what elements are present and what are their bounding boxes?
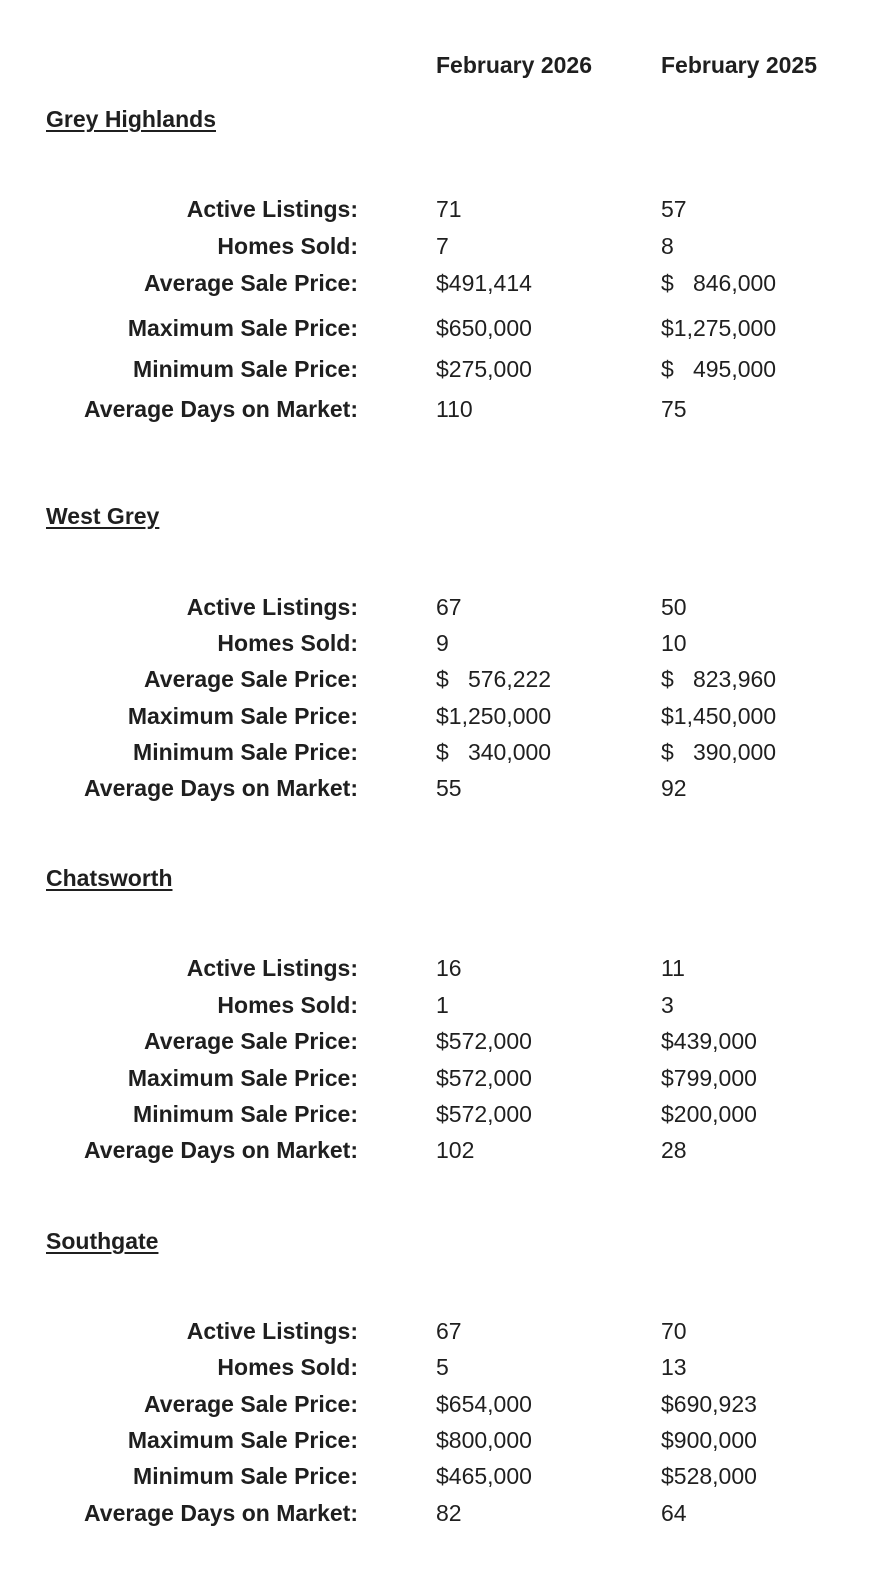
value-current: 16	[436, 955, 462, 981]
table-row	[0, 1318, 876, 1348]
table-row	[0, 196, 876, 226]
row-label: Average Sale Price:	[144, 1028, 358, 1054]
table-row	[0, 270, 876, 300]
value-previous: $ 495,000	[661, 356, 777, 382]
value-current: $572,000	[436, 1028, 532, 1054]
table-row	[0, 1463, 876, 1493]
table-row	[0, 356, 876, 386]
row-label: Minimum Sale Price:	[133, 356, 358, 382]
table-row	[0, 775, 876, 805]
value-previous: $ 846,000	[661, 270, 777, 296]
row-label: Maximum Sale Price:	[127, 1065, 358, 1091]
value-current: $654,000	[436, 1391, 532, 1417]
value-previous: $900,000	[661, 1427, 757, 1453]
row-label: Homes Sold:	[217, 233, 358, 259]
value-previous: $ 390,000	[661, 739, 777, 765]
column-header-current: February 2026	[436, 52, 592, 78]
table-row	[0, 703, 876, 733]
value-previous: 28	[661, 1137, 687, 1163]
table-row	[0, 594, 876, 624]
value-current: 9	[436, 630, 449, 656]
row-label: Minimum Sale Price:	[133, 1463, 358, 1489]
row-label: Average Days on Market:	[84, 1137, 358, 1163]
value-current: 71	[436, 196, 462, 222]
table-row	[0, 1137, 876, 1167]
table-row	[0, 1427, 876, 1457]
table-row	[0, 666, 876, 696]
value-previous: $1,275,000	[661, 315, 777, 341]
table-row	[0, 315, 876, 345]
table-row	[0, 739, 876, 769]
row-label: Homes Sold:	[217, 992, 358, 1018]
value-previous: $200,000	[661, 1101, 757, 1127]
row-label: Maximum Sale Price:	[127, 1427, 358, 1453]
value-current: $465,000	[436, 1463, 532, 1489]
row-label: Active Listings:	[186, 955, 358, 981]
value-current: 55	[436, 775, 462, 801]
section-title-west-grey: West Grey	[46, 503, 160, 529]
value-current: 1	[436, 992, 449, 1018]
value-current: 82	[436, 1500, 462, 1526]
table-row	[0, 992, 876, 1022]
table-row	[0, 233, 876, 263]
value-current: 102	[436, 1137, 475, 1163]
value-current: $572,000	[436, 1101, 532, 1127]
value-previous: 70	[661, 1318, 687, 1344]
value-previous: 92	[661, 775, 687, 801]
row-label: Minimum Sale Price:	[133, 739, 358, 765]
row-label: Homes Sold:	[217, 1354, 358, 1380]
table-row	[0, 1354, 876, 1384]
value-current: $ 576,222	[436, 666, 552, 692]
table-row	[0, 955, 876, 985]
value-previous: $690,923	[661, 1391, 757, 1417]
table-row	[0, 1500, 876, 1530]
row-label: Average Sale Price:	[144, 666, 358, 692]
value-current: $572,000	[436, 1065, 532, 1091]
value-previous: 8	[661, 233, 674, 259]
value-previous: $439,000	[661, 1028, 757, 1054]
value-previous: 3	[661, 992, 674, 1018]
value-current: 5	[436, 1354, 449, 1380]
table-row	[0, 1065, 876, 1095]
table-row	[0, 1391, 876, 1421]
value-previous: $799,000	[661, 1065, 757, 1091]
row-label: Average Days on Market:	[84, 396, 358, 422]
table-row	[0, 396, 876, 426]
value-previous: 13	[661, 1354, 687, 1380]
row-label: Average Sale Price:	[144, 270, 358, 296]
table-row	[0, 1028, 876, 1058]
column-header-previous: February 2025	[661, 52, 817, 78]
row-label: Active Listings:	[186, 1318, 358, 1344]
value-current: $650,000	[436, 315, 532, 341]
value-previous: 11	[661, 955, 685, 981]
value-current: $800,000	[436, 1427, 532, 1453]
row-label: Minimum Sale Price:	[133, 1101, 358, 1127]
value-previous: $528,000	[661, 1463, 757, 1489]
row-label: Maximum Sale Price:	[127, 315, 358, 341]
value-previous: 64	[661, 1500, 687, 1526]
value-current: $275,000	[436, 356, 532, 382]
value-previous: 50	[661, 594, 687, 620]
section-title-chatsworth: Chatsworth	[46, 865, 173, 891]
value-previous: 57	[661, 196, 687, 222]
value-current: 67	[436, 594, 462, 620]
row-label: Active Listings:	[186, 594, 358, 620]
row-label: Maximum Sale Price:	[127, 703, 358, 729]
value-previous: 10	[661, 630, 687, 656]
value-previous: $ 823,960	[661, 666, 777, 692]
row-label: Homes Sold:	[217, 630, 358, 656]
section-title-grey-highlands: Grey Highlands	[46, 106, 216, 132]
value-previous: $1,450,000	[661, 703, 777, 729]
section-title-southgate: Southgate	[46, 1228, 159, 1254]
value-current: 110	[436, 396, 473, 422]
row-label: Active Listings:	[186, 196, 358, 222]
value-current: $1,250,000	[436, 703, 552, 729]
table-row	[0, 1101, 876, 1131]
value-current: 7	[436, 233, 449, 259]
value-previous: 75	[661, 396, 687, 422]
row-label: Average Days on Market:	[84, 1500, 358, 1526]
table-row	[0, 630, 876, 660]
row-label: Average Days on Market:	[84, 775, 358, 801]
value-current: $491,414	[436, 270, 532, 296]
row-label: Average Sale Price:	[144, 1391, 358, 1417]
value-current: $ 340,000	[436, 739, 552, 765]
value-current: 67	[436, 1318, 462, 1344]
